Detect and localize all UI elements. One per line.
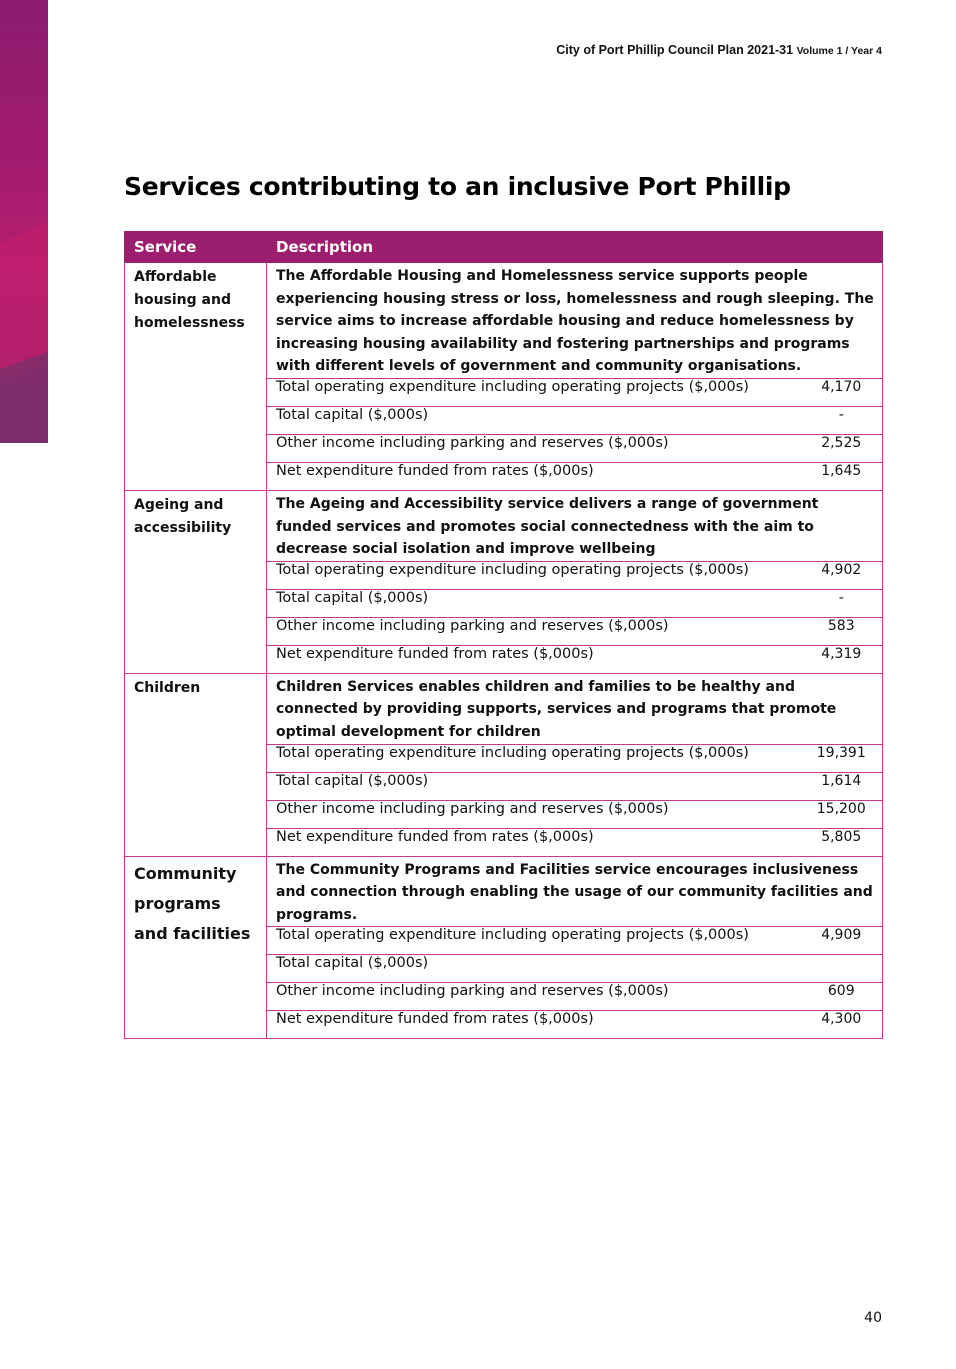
metric-label: Total operating expenditure including operating projects ($,000s) xyxy=(267,744,801,772)
metric-value: 4,902 xyxy=(801,561,883,589)
page-title: Services contributing to an inclusive Port Phillip xyxy=(124,172,791,201)
decorative-side-band xyxy=(0,0,48,443)
metric-value: 4,909 xyxy=(801,927,883,955)
table-row xyxy=(125,856,883,927)
metric-value: 5,805 xyxy=(801,828,883,856)
metric-value: 1,645 xyxy=(801,462,883,490)
metric-value: 4,319 xyxy=(801,645,883,673)
service-description: The Affordable Housing and Homelessness service supports people experiencing housing stress or loss, homelessness and rough sleeping. The service aims to increase affordable housing and reduce homelessness by increasing housing availability and fostering partnerships and programs with different levels of government and community organisations. xyxy=(267,263,883,379)
metric-value xyxy=(801,955,883,983)
service-name: Children xyxy=(125,673,267,856)
metric-value: 1,614 xyxy=(801,772,883,800)
service-name: Community programs and facilities xyxy=(125,856,267,1039)
running-header xyxy=(556,43,882,57)
volume-label: Volume 1 / Year 4 xyxy=(796,45,882,57)
table-row xyxy=(125,263,883,379)
metric-value: 15,200 xyxy=(801,800,883,828)
metric-value: 583 xyxy=(801,617,883,645)
metric-label: Total capital ($,000s) xyxy=(267,589,801,617)
service-name: Ageing and accessibility xyxy=(125,490,267,673)
metric-label: Total operating expenditure including operating projects ($,000s) xyxy=(267,927,801,955)
metric-value: - xyxy=(801,589,883,617)
metric-value: 19,391 xyxy=(801,744,883,772)
metric-label: Other income including parking and reserves ($,000s) xyxy=(267,983,801,1011)
page-number: 40 xyxy=(864,1310,882,1326)
metric-label: Total capital ($,000s) xyxy=(267,406,801,434)
metric-label: Net expenditure funded from rates ($,000s) xyxy=(267,645,801,673)
service-description: The Community Programs and Facilities service encourages inclusiveness and connection through enabling the usage of our community facilities and programs. xyxy=(267,856,883,927)
service-name: Affordable housing and homelessness xyxy=(125,263,267,491)
metric-label: Other income including parking and reserves ($,000s) xyxy=(267,617,801,645)
metric-label: Total capital ($,000s) xyxy=(267,955,801,983)
column-header-service: Service xyxy=(125,232,267,263)
metric-value: 609 xyxy=(801,983,883,1011)
services-table xyxy=(124,231,883,1039)
metric-value: - xyxy=(801,406,883,434)
column-header-description: Description xyxy=(267,232,883,263)
metric-value: 4,170 xyxy=(801,378,883,406)
metric-label: Net expenditure funded from rates ($,000s) xyxy=(267,1011,801,1039)
service-description: The Ageing and Accessibility service delivers a range of government funded services and promotes social connectedness with the aim to decrease social isolation and improve wellbeing xyxy=(267,490,883,561)
document-title: City of Port Phillip Council Plan 2021-31 xyxy=(556,43,794,57)
metric-label: Total capital ($,000s) xyxy=(267,772,801,800)
metric-label: Total operating expenditure including operating projects ($,000s) xyxy=(267,561,801,589)
metric-value: 4,300 xyxy=(801,1011,883,1039)
metric-value: 2,525 xyxy=(801,434,883,462)
metric-label: Total operating expenditure including operating projects ($,000s) xyxy=(267,378,801,406)
metric-label: Other income including parking and reserves ($,000s) xyxy=(267,800,801,828)
table-row xyxy=(125,673,883,744)
table-row xyxy=(125,490,883,561)
table-header-row xyxy=(125,232,883,263)
metric-label: Net expenditure funded from rates ($,000s) xyxy=(267,462,801,490)
service-description: Children Services enables children and families to be healthy and connected by providing supports, services and programs that promote optimal development for children xyxy=(267,673,883,744)
metric-label: Net expenditure funded from rates ($,000s) xyxy=(267,828,801,856)
metric-label: Other income including parking and reserves ($,000s) xyxy=(267,434,801,462)
